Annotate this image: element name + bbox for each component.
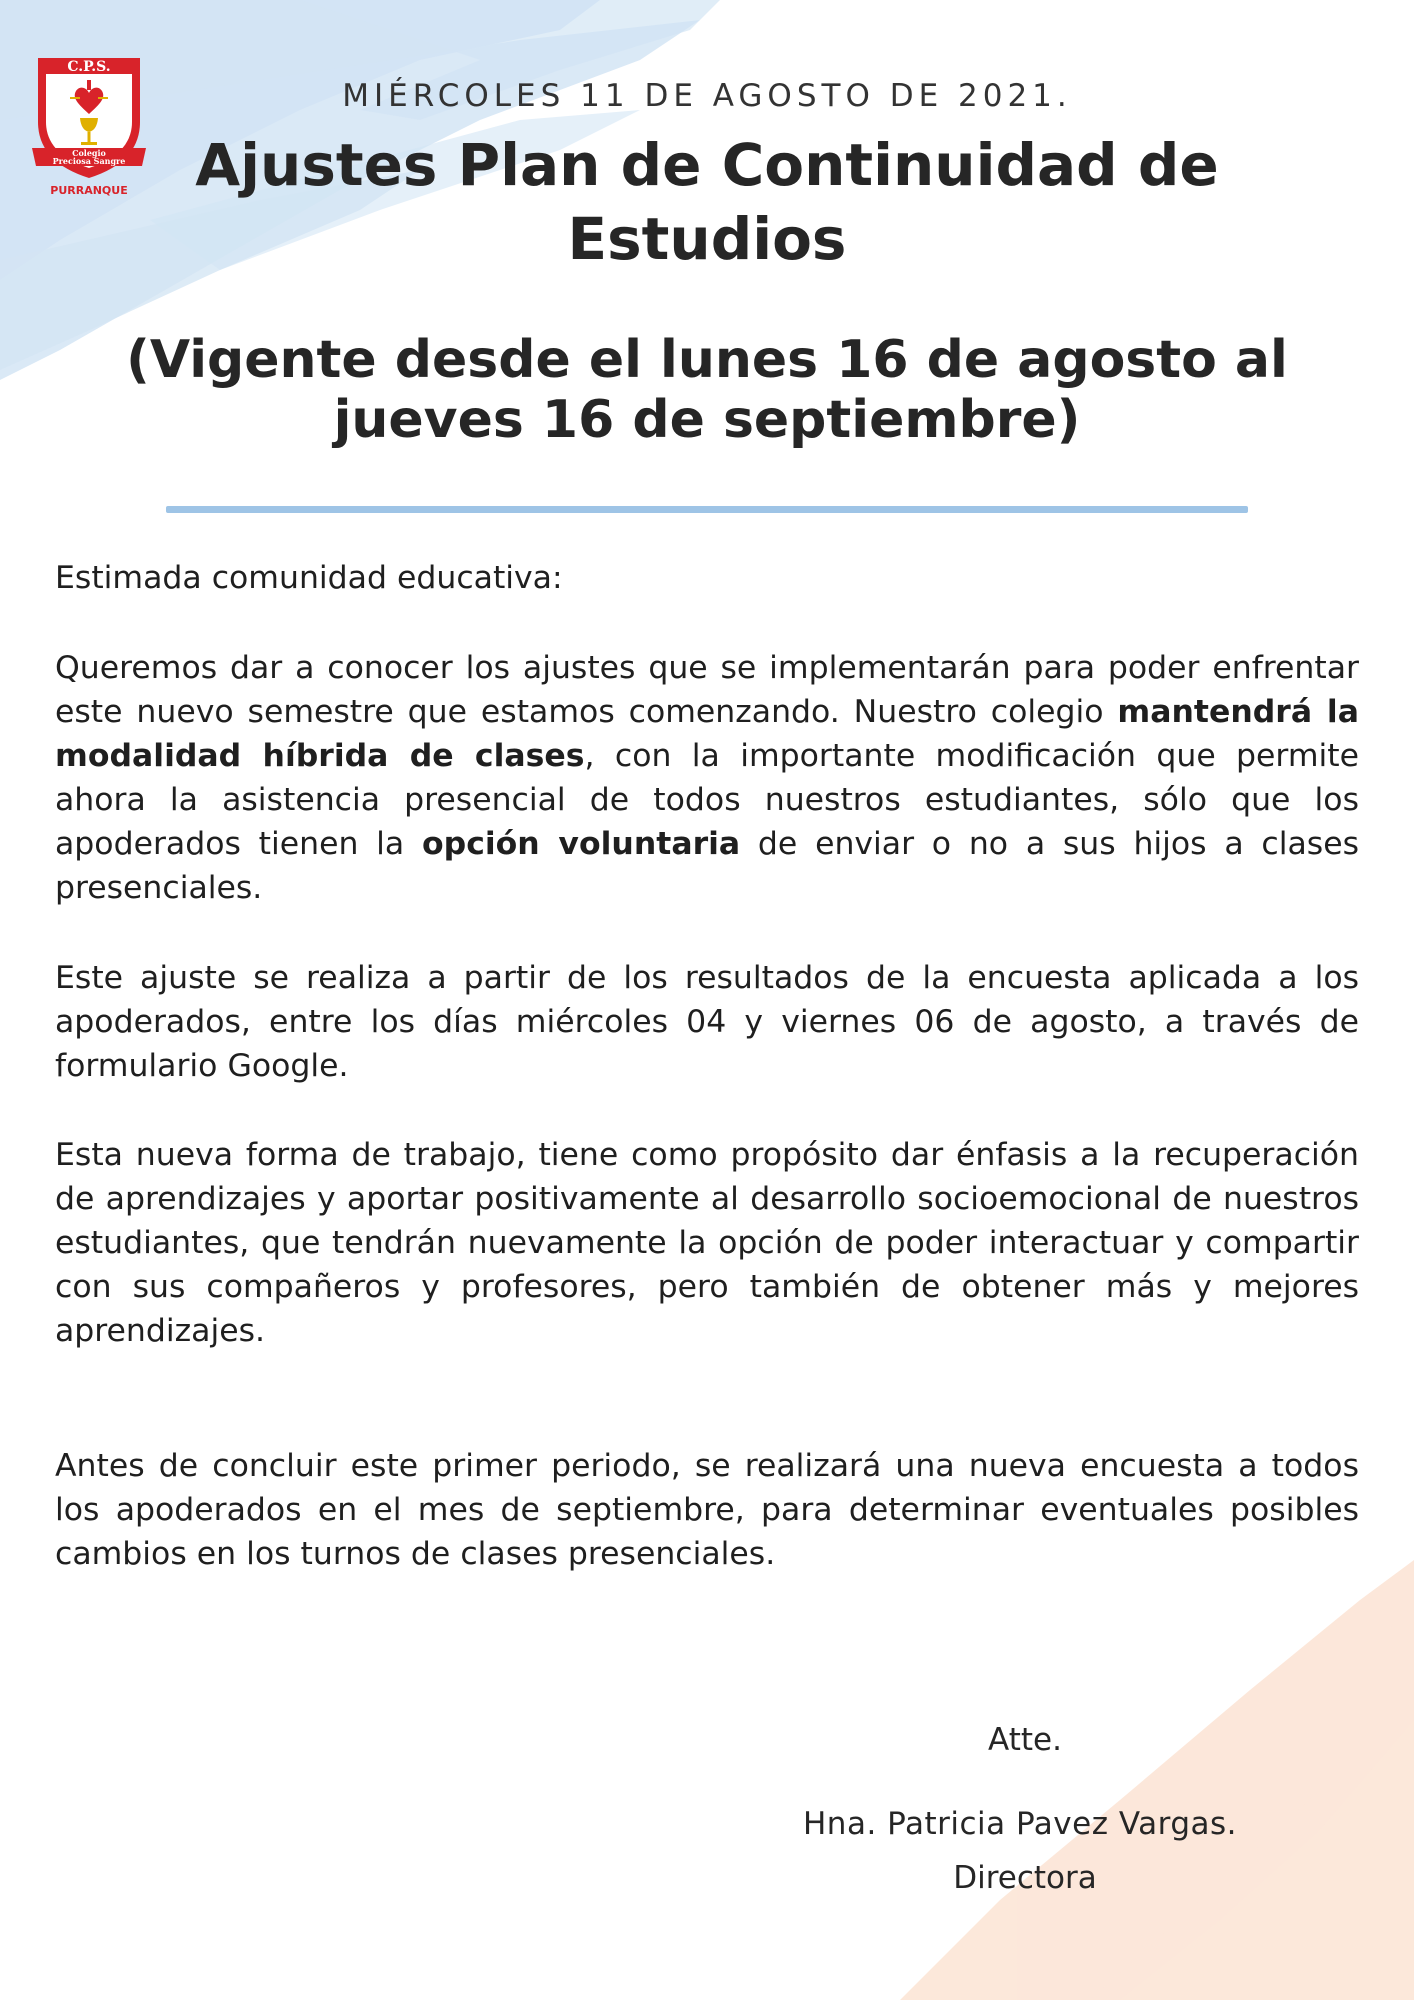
signer-name: Hna. Patricia Pavez Vargas. — [803, 1806, 1237, 1842]
crest-name-line1: Colegio — [72, 148, 106, 158]
paragraph-3: Esta nueva forma de trabajo, tiene como propósito dar énfasis a la recuperación de aprendizajes y aportar positivamente al desarrollo socioemocional de nuestros estudiantes, que tendrán nuevamente la opción de poder interactuar y compartir con sus compañeros y profesores, pero también de obtener más y mejores aprendizajes. — [55, 1137, 1359, 1349]
p1-text-a: Queremos dar a conocer los ajustes que se implementarán para poder enfrentar este nuevo semestre que estamos comenzando. Nuestro colegio — [55, 650, 1359, 730]
crest-place: PURRANQUE — [50, 184, 128, 197]
divider-rule — [166, 506, 1248, 513]
title-line-1: Ajustes Plan de Continuidad de — [195, 131, 1219, 199]
closing-salutation: Atte. — [988, 1722, 1062, 1758]
letter-title — [120, 128, 1294, 276]
title-line-2: Estudios — [567, 205, 847, 273]
crest-name-line2: Preciosa Sangre — [52, 156, 126, 166]
validity-subtitle — [110, 330, 1304, 450]
signer-role: Directora — [953, 1860, 1097, 1896]
paragraph-2: Este ajuste se realiza a partir de los resultados de la encuesta aplicada a los apoderados, entre los días miércoles 04 y viernes 06 de agosto, a través de formulario Google. — [55, 960, 1359, 1084]
p1-text-b: , con la importante modificación que permite ahora la asistencia presencial de todos nuestros estudiantes, sólo que los apoderados tienen la — [55, 738, 1359, 862]
letter-date: MIÉRCOLES 11 DE AGOSTO DE 2021. — [342, 78, 1072, 114]
paragraph-1 — [55, 646, 1359, 910]
p1-bold-hybrid-mode: mantendrá la modalidad híbrida de clases — [55, 694, 1359, 774]
greeting: Estimada comunidad educativa: — [55, 560, 563, 596]
p1-text-c: de enviar o no a sus hijos a clases presenciales. — [55, 826, 1359, 906]
subtitle-line-1: (Vigente desde el lunes 16 de agosto al — [126, 330, 1288, 390]
subtitle-line-2: jueves 16 de septiembre) — [333, 390, 1081, 450]
crest-letters: C.P.S. — [67, 59, 111, 75]
paragraph-4: Antes de concluir este primer periodo, se realizará una nueva encuesta a todos los apoderados en el mes de septiembre, para determinar eventuales posibles cambios en los turnos de clases presenciales. — [55, 1448, 1359, 1572]
p1-bold-voluntary-option: opción voluntaria — [422, 826, 741, 862]
peach-brush-bottom-right — [900, 1560, 1414, 2000]
